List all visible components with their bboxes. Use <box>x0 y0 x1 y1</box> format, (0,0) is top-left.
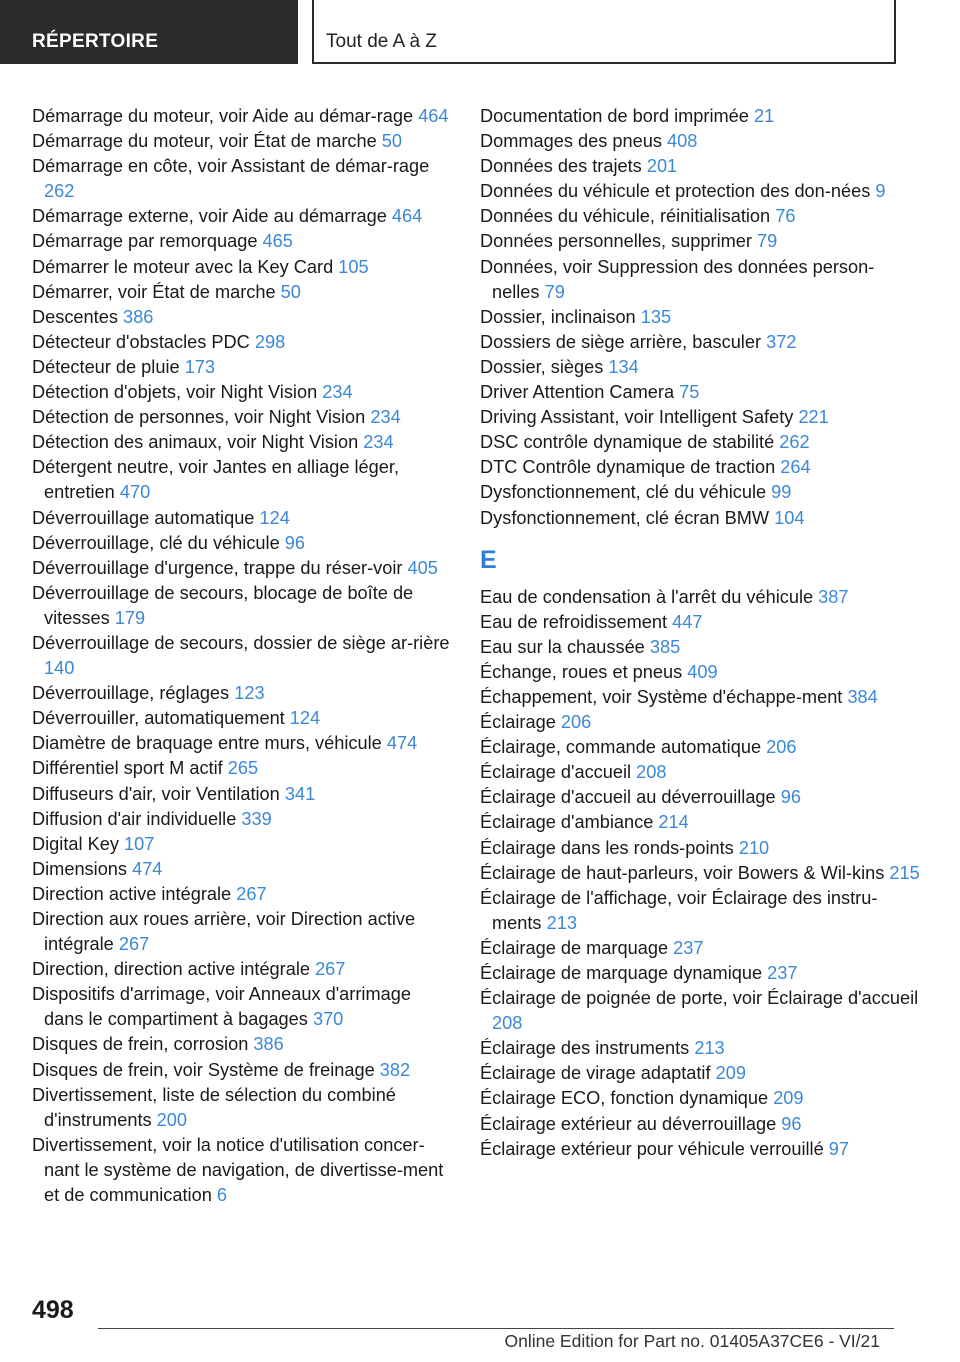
page-link[interactable]: 470 <box>119 482 151 503</box>
index-entry <box>480 154 920 179</box>
page-link[interactable]: 140 <box>44 658 75 679</box>
index-entry <box>480 660 920 685</box>
index-entry <box>480 204 920 229</box>
index-group-d <box>480 104 920 531</box>
index-entry-text: Documentation de bord imprimée <box>480 106 749 126</box>
subsection-tab: Tout de A à Z <box>312 0 896 64</box>
index-entry-text: Dimensions <box>32 858 128 879</box>
page-link[interactable]: 213 <box>694 1038 725 1059</box>
index-entry <box>480 179 920 204</box>
index-entry <box>480 1061 920 1086</box>
index-entry-text: Démarrer, voir État de marche <box>32 281 276 302</box>
index-entry-text: Divertissement, voir la notice d'utilisation concer-nant le système de navigation, de divertisse-ment et de communication <box>32 1134 444 1206</box>
index-entry-text: Driver Attention Camera <box>480 382 675 403</box>
index-entry <box>32 430 452 455</box>
index-entry-text: Divertissement, liste de sélection du combiné d'instruments <box>32 1084 396 1130</box>
page-link[interactable]: 215 <box>889 862 920 883</box>
page-link[interactable]: 76 <box>775 206 796 227</box>
index-entry <box>480 886 920 936</box>
index-entry-text: Dossiers de siège arrière, basculer <box>480 331 762 352</box>
index-entry <box>32 355 452 380</box>
index-entry <box>480 305 920 330</box>
page-link[interactable]: 465 <box>262 231 293 252</box>
index-entry <box>480 1086 920 1111</box>
edition-note: Online Edition for Part no. 01405A37CE6 - VI/21 <box>504 1331 880 1351</box>
index-column-right <box>480 104 920 1162</box>
index-entry <box>480 405 920 430</box>
index-entry <box>32 706 452 731</box>
page-link[interactable]: 105 <box>338 256 369 277</box>
index-entry <box>32 857 452 882</box>
index-entry-text: Démarrage par remorquage <box>32 231 258 252</box>
page-link[interactable]: 262 <box>44 181 75 202</box>
index-entry <box>32 882 452 907</box>
index-entry-text: Descentes <box>32 306 118 327</box>
index-entry <box>32 681 452 706</box>
index-entry-text: Eau sur la chaussée <box>480 636 645 657</box>
index-entry <box>32 380 452 405</box>
index-entry-text: DTC Contrôle dynamique de traction <box>480 457 776 478</box>
page-link[interactable]: 234 <box>370 407 401 428</box>
index-entry-text: Dysfonctionnement, clé du véhicule <box>480 482 767 503</box>
index-entry-text: Déverrouiller, automatiquement <box>32 708 285 729</box>
page-link[interactable]: 387 <box>818 586 849 607</box>
index-entry-text: Éclairage d'accueil <box>480 762 632 783</box>
page-link[interactable]: 213 <box>546 912 577 933</box>
index-entry <box>480 455 920 480</box>
index-entry <box>32 1032 452 1057</box>
index-entry <box>32 531 452 556</box>
page-link[interactable]: 264 <box>780 457 811 478</box>
index-entry <box>480 710 920 735</box>
index-entry-text: Échange, roues et pneus <box>480 661 683 682</box>
index-group-e <box>480 585 920 1162</box>
index-entry-text: Données du véhicule, réinitialisation <box>480 206 771 227</box>
index-entry-text: Éclairage de haut-parleurs, voir Bowers & Wil-kins <box>480 862 885 883</box>
page-link[interactable]: 237 <box>767 963 798 983</box>
page-link[interactable]: 208 <box>636 762 667 783</box>
page-link[interactable]: 385 <box>649 636 681 657</box>
page-link[interactable]: 96 <box>780 787 801 808</box>
index-entry-text: Déverrouillage d'urgence, trappe du réser-voir <box>32 557 403 578</box>
page-link[interactable]: 464 <box>418 106 449 126</box>
page-link[interactable]: 237 <box>673 937 704 958</box>
page-link[interactable]: 234 <box>322 382 353 403</box>
page-link[interactable]: 384 <box>847 686 878 707</box>
page-number: 498 <box>32 1296 74 1324</box>
page-link[interactable]: 372 <box>766 331 797 352</box>
page-link[interactable]: 339 <box>241 808 272 829</box>
index-entry-text: Détection d'objets, voir Night Vision <box>32 382 318 403</box>
index-entry <box>32 255 452 280</box>
index-entry <box>32 129 452 154</box>
index-entry-text: Direction, direction active intégrale <box>32 959 310 980</box>
page-link[interactable]: 179 <box>114 607 146 628</box>
page-link[interactable]: 464 <box>391 206 423 227</box>
index-entry-text: Détecteur d'obstacles PDC <box>32 331 250 352</box>
index-entry <box>480 1036 920 1061</box>
index-entry <box>480 735 920 760</box>
page-link[interactable]: 267 <box>118 934 150 955</box>
index-entry <box>480 986 920 1036</box>
page-link[interactable]: 262 <box>779 432 810 453</box>
index-entry-text: Déverrouillage, réglages <box>32 683 230 704</box>
index-entry <box>32 957 452 982</box>
page-link[interactable]: 386 <box>253 1034 284 1055</box>
index-entry <box>480 255 920 305</box>
index-entry <box>32 1083 452 1133</box>
index-entry <box>480 129 920 154</box>
index-entry <box>32 154 452 204</box>
index-entry-text: Démarrer le moteur avec la Key Card <box>32 256 334 277</box>
index-entry <box>480 785 920 810</box>
index-entry-text: Éclairage des instruments <box>480 1038 690 1059</box>
index-entry <box>480 836 920 861</box>
index-entry-text: Éclairage de l'affichage, voir Éclairage des instru-ments <box>480 887 878 933</box>
page-link[interactable]: 124 <box>289 708 321 729</box>
page-header <box>0 0 960 66</box>
index-entry <box>32 1133 452 1208</box>
index-entry-text: Éclairage d'accueil au déverrouillage <box>480 787 776 808</box>
index-entry-text: Démarrage externe, voir Aide au démarrage <box>32 206 387 227</box>
index-entry-text: Différentiel sport M actif <box>32 758 223 779</box>
page-link[interactable]: 50 <box>280 281 301 302</box>
page-link[interactable]: 206 <box>560 712 592 733</box>
index-entry-text: Démarrage du moteur, voir Aide au démar-rage <box>32 106 414 126</box>
page-link[interactable]: 124 <box>259 507 290 528</box>
index-entry-text: Éclairage de marquage <box>480 937 669 958</box>
index-entry <box>480 585 920 610</box>
index-entry-text: Détection de personnes, voir Night Vision <box>32 407 366 428</box>
index-entry <box>32 982 452 1032</box>
index-entry-text: Éclairage ECO, fonction dynamique <box>480 1088 769 1109</box>
index-entry <box>32 455 452 505</box>
page-link[interactable]: 75 <box>679 382 700 403</box>
index-entry-text: Dispositifs d'arrimage, voir Anneaux d'arrimage dans le compartiment à bagages <box>32 984 411 1030</box>
page-link[interactable]: 134 <box>608 356 639 377</box>
page-link[interactable]: 409 <box>687 661 718 682</box>
index-entry-text: Diamètre de braquage entre murs, véhicule <box>32 733 382 754</box>
index-entry <box>32 756 452 781</box>
index-entry <box>32 1058 452 1083</box>
page-link[interactable]: 6 <box>216 1185 228 1206</box>
page-link[interactable]: 267 <box>236 883 267 904</box>
index-entry-text: Données personnelles, supprimer <box>480 231 752 252</box>
index-entry <box>480 685 920 710</box>
index-entry-text: Déverrouillage de secours, dossier de siège ar-rière <box>32 632 450 653</box>
page-link[interactable]: 200 <box>156 1109 188 1130</box>
index-entry-text: Éclairage de marquage dynamique <box>480 963 763 983</box>
footer-divider <box>98 1328 894 1329</box>
index-column-left <box>32 104 452 1208</box>
index-entry <box>32 907 452 957</box>
index-entry <box>480 480 920 505</box>
index-entry-text: Eau de refroidissement <box>480 611 668 632</box>
index-entry-text: Éclairage <box>480 712 556 733</box>
page-link[interactable]: 21 <box>753 106 775 126</box>
page-link[interactable]: 208 <box>492 1013 523 1034</box>
index-entry <box>32 782 452 807</box>
index-entry <box>480 1137 920 1162</box>
page-link[interactable]: 173 <box>184 356 216 377</box>
index-entry <box>480 760 920 785</box>
index-entry-text: Détergent neutre, voir Jantes en alliage léger, entretien <box>32 457 400 503</box>
index-entry-text: Diffusion d'air individuelle <box>32 808 237 829</box>
index-entry-text: Détection des animaux, voir Night Vision <box>32 432 359 453</box>
index-entry-text: Détecteur de pluie <box>32 356 180 377</box>
page-link[interactable]: 96 <box>781 1113 802 1134</box>
index-entry <box>32 330 452 355</box>
page-link[interactable]: 50 <box>381 131 403 152</box>
index-entry <box>480 104 920 129</box>
index-entry <box>32 581 452 631</box>
index-entry-text: Disques de frein, corrosion <box>32 1034 249 1055</box>
section-letter: E <box>480 545 497 574</box>
index-entry-text: Démarrage du moteur, voir État de marche <box>32 131 377 152</box>
page-link[interactable]: 382 <box>379 1059 411 1080</box>
index-entry-text: Direction active intégrale <box>32 883 232 904</box>
index-entry-text: DSC contrôle dynamique de stabilité <box>480 432 775 453</box>
index-entry <box>32 280 452 305</box>
index-entry <box>480 861 920 886</box>
page-link[interactable]: 474 <box>386 733 418 754</box>
index-entry-text: Éclairage extérieur au déverrouillage <box>480 1113 777 1134</box>
page-link[interactable]: 107 <box>124 833 155 854</box>
page-link[interactable]: 386 <box>123 306 154 327</box>
index-entry <box>480 355 920 380</box>
index-entry-text: Dossier, inclinaison <box>480 306 636 327</box>
page-link[interactable]: 408 <box>667 131 698 152</box>
page-link[interactable]: 79 <box>757 231 778 252</box>
index-entry <box>480 229 920 254</box>
page-link[interactable]: 474 <box>132 858 163 879</box>
page-link[interactable]: 96 <box>284 532 305 553</box>
index-entry-text: Éclairage de poignée de porte, voir Éclairage d'accueil <box>480 988 919 1009</box>
page-link[interactable]: 267 <box>315 959 346 980</box>
index-entry <box>32 229 452 254</box>
index-entry <box>480 430 920 455</box>
index-entry <box>32 305 452 330</box>
page-link[interactable]: 79 <box>544 281 565 302</box>
index-entry <box>32 506 452 531</box>
index-entry-text: Driving Assistant, voir Intelligent Safety <box>480 407 794 428</box>
index-entry <box>480 330 920 355</box>
index-entry-text: Diffuseurs d'air, voir Ventilation <box>32 783 280 804</box>
page-link[interactable]: 206 <box>766 737 797 758</box>
index-entry-text: Échappement, voir Système d'échappe-ment <box>480 686 843 707</box>
index-entry-text: Eau de condensation à l'arrêt du véhicule <box>480 586 814 607</box>
page-link[interactable]: 405 <box>407 557 438 578</box>
index-entry-text: Démarrage en côte, voir Assistant de démar-rage <box>32 156 430 177</box>
index-entry <box>480 506 920 531</box>
index-entry <box>32 556 452 581</box>
index-entry-text: Direction aux roues arrière, voir Direction active intégrale <box>32 909 416 955</box>
index-entry-text: Disques de frein, voir Système de freinage <box>32 1059 375 1080</box>
page-link[interactable]: 209 <box>715 1063 746 1084</box>
index-entry-text: Déverrouillage, clé du véhicule <box>32 532 280 553</box>
index-entry-text: Digital Key <box>32 833 119 854</box>
index-entry <box>480 635 920 660</box>
page-link[interactable]: 209 <box>773 1088 804 1109</box>
page-link[interactable]: 123 <box>234 683 265 704</box>
index-entry-text: Données, voir Suppression des données person-nelles <box>480 256 875 302</box>
page-link[interactable]: 201 <box>646 156 678 177</box>
index-entry <box>480 610 920 635</box>
page-link[interactable]: 447 <box>672 611 703 632</box>
index-entry-text: Éclairage de virage adaptatif <box>480 1063 711 1084</box>
index-entry-text: Données des trajets <box>480 156 642 177</box>
index-entry-text: Données du véhicule et protection des don-nées <box>480 181 871 202</box>
page-link[interactable]: 135 <box>640 306 672 327</box>
index-entry <box>480 380 920 405</box>
index-entry <box>32 832 452 857</box>
page-link[interactable]: 298 <box>254 331 286 352</box>
index-entry-text: Éclairage dans les ronds-points <box>480 837 734 858</box>
index-entry <box>32 807 452 832</box>
index-entry <box>32 405 452 430</box>
page-link[interactable]: 265 <box>227 758 259 779</box>
index-entry-text: Éclairage, commande automatique <box>480 737 762 758</box>
index-entry <box>32 204 452 229</box>
page-link[interactable]: 104 <box>774 507 805 528</box>
index-entry-text: Déverrouillage automatique <box>32 507 255 528</box>
index-entry-text: Dysfonctionnement, clé écran BMW <box>480 507 770 528</box>
section-tab: RÉPERTOIRE <box>0 0 298 64</box>
index-entry <box>480 936 920 961</box>
page-link[interactable]: 221 <box>798 407 829 428</box>
page-link[interactable]: 214 <box>658 812 689 833</box>
index-entry-text: Éclairage extérieur pour véhicule verrouillé <box>480 1138 824 1159</box>
index-entry-text: Déverrouillage de secours, blocage de boîte de vitesses <box>32 582 414 628</box>
page-link[interactable]: 341 <box>284 783 316 804</box>
page-link[interactable]: 234 <box>363 432 394 453</box>
page-link[interactable]: 370 <box>312 1009 344 1030</box>
index-entry <box>32 631 452 681</box>
index-entry <box>480 810 920 835</box>
page-link[interactable]: 9 <box>875 181 886 202</box>
index-entry <box>32 104 452 129</box>
page-link[interactable]: 99 <box>771 482 792 503</box>
page-link[interactable]: 210 <box>738 837 770 858</box>
index-entry <box>32 731 452 756</box>
index-entry-text: Dossier, sièges <box>480 356 604 377</box>
index-entry <box>480 1112 920 1137</box>
index-entry-text: Éclairage d'ambiance <box>480 812 654 833</box>
page-link[interactable]: 97 <box>828 1138 850 1159</box>
index-entry <box>480 961 920 986</box>
index-entry-text: Dommages des pneus <box>480 131 662 152</box>
